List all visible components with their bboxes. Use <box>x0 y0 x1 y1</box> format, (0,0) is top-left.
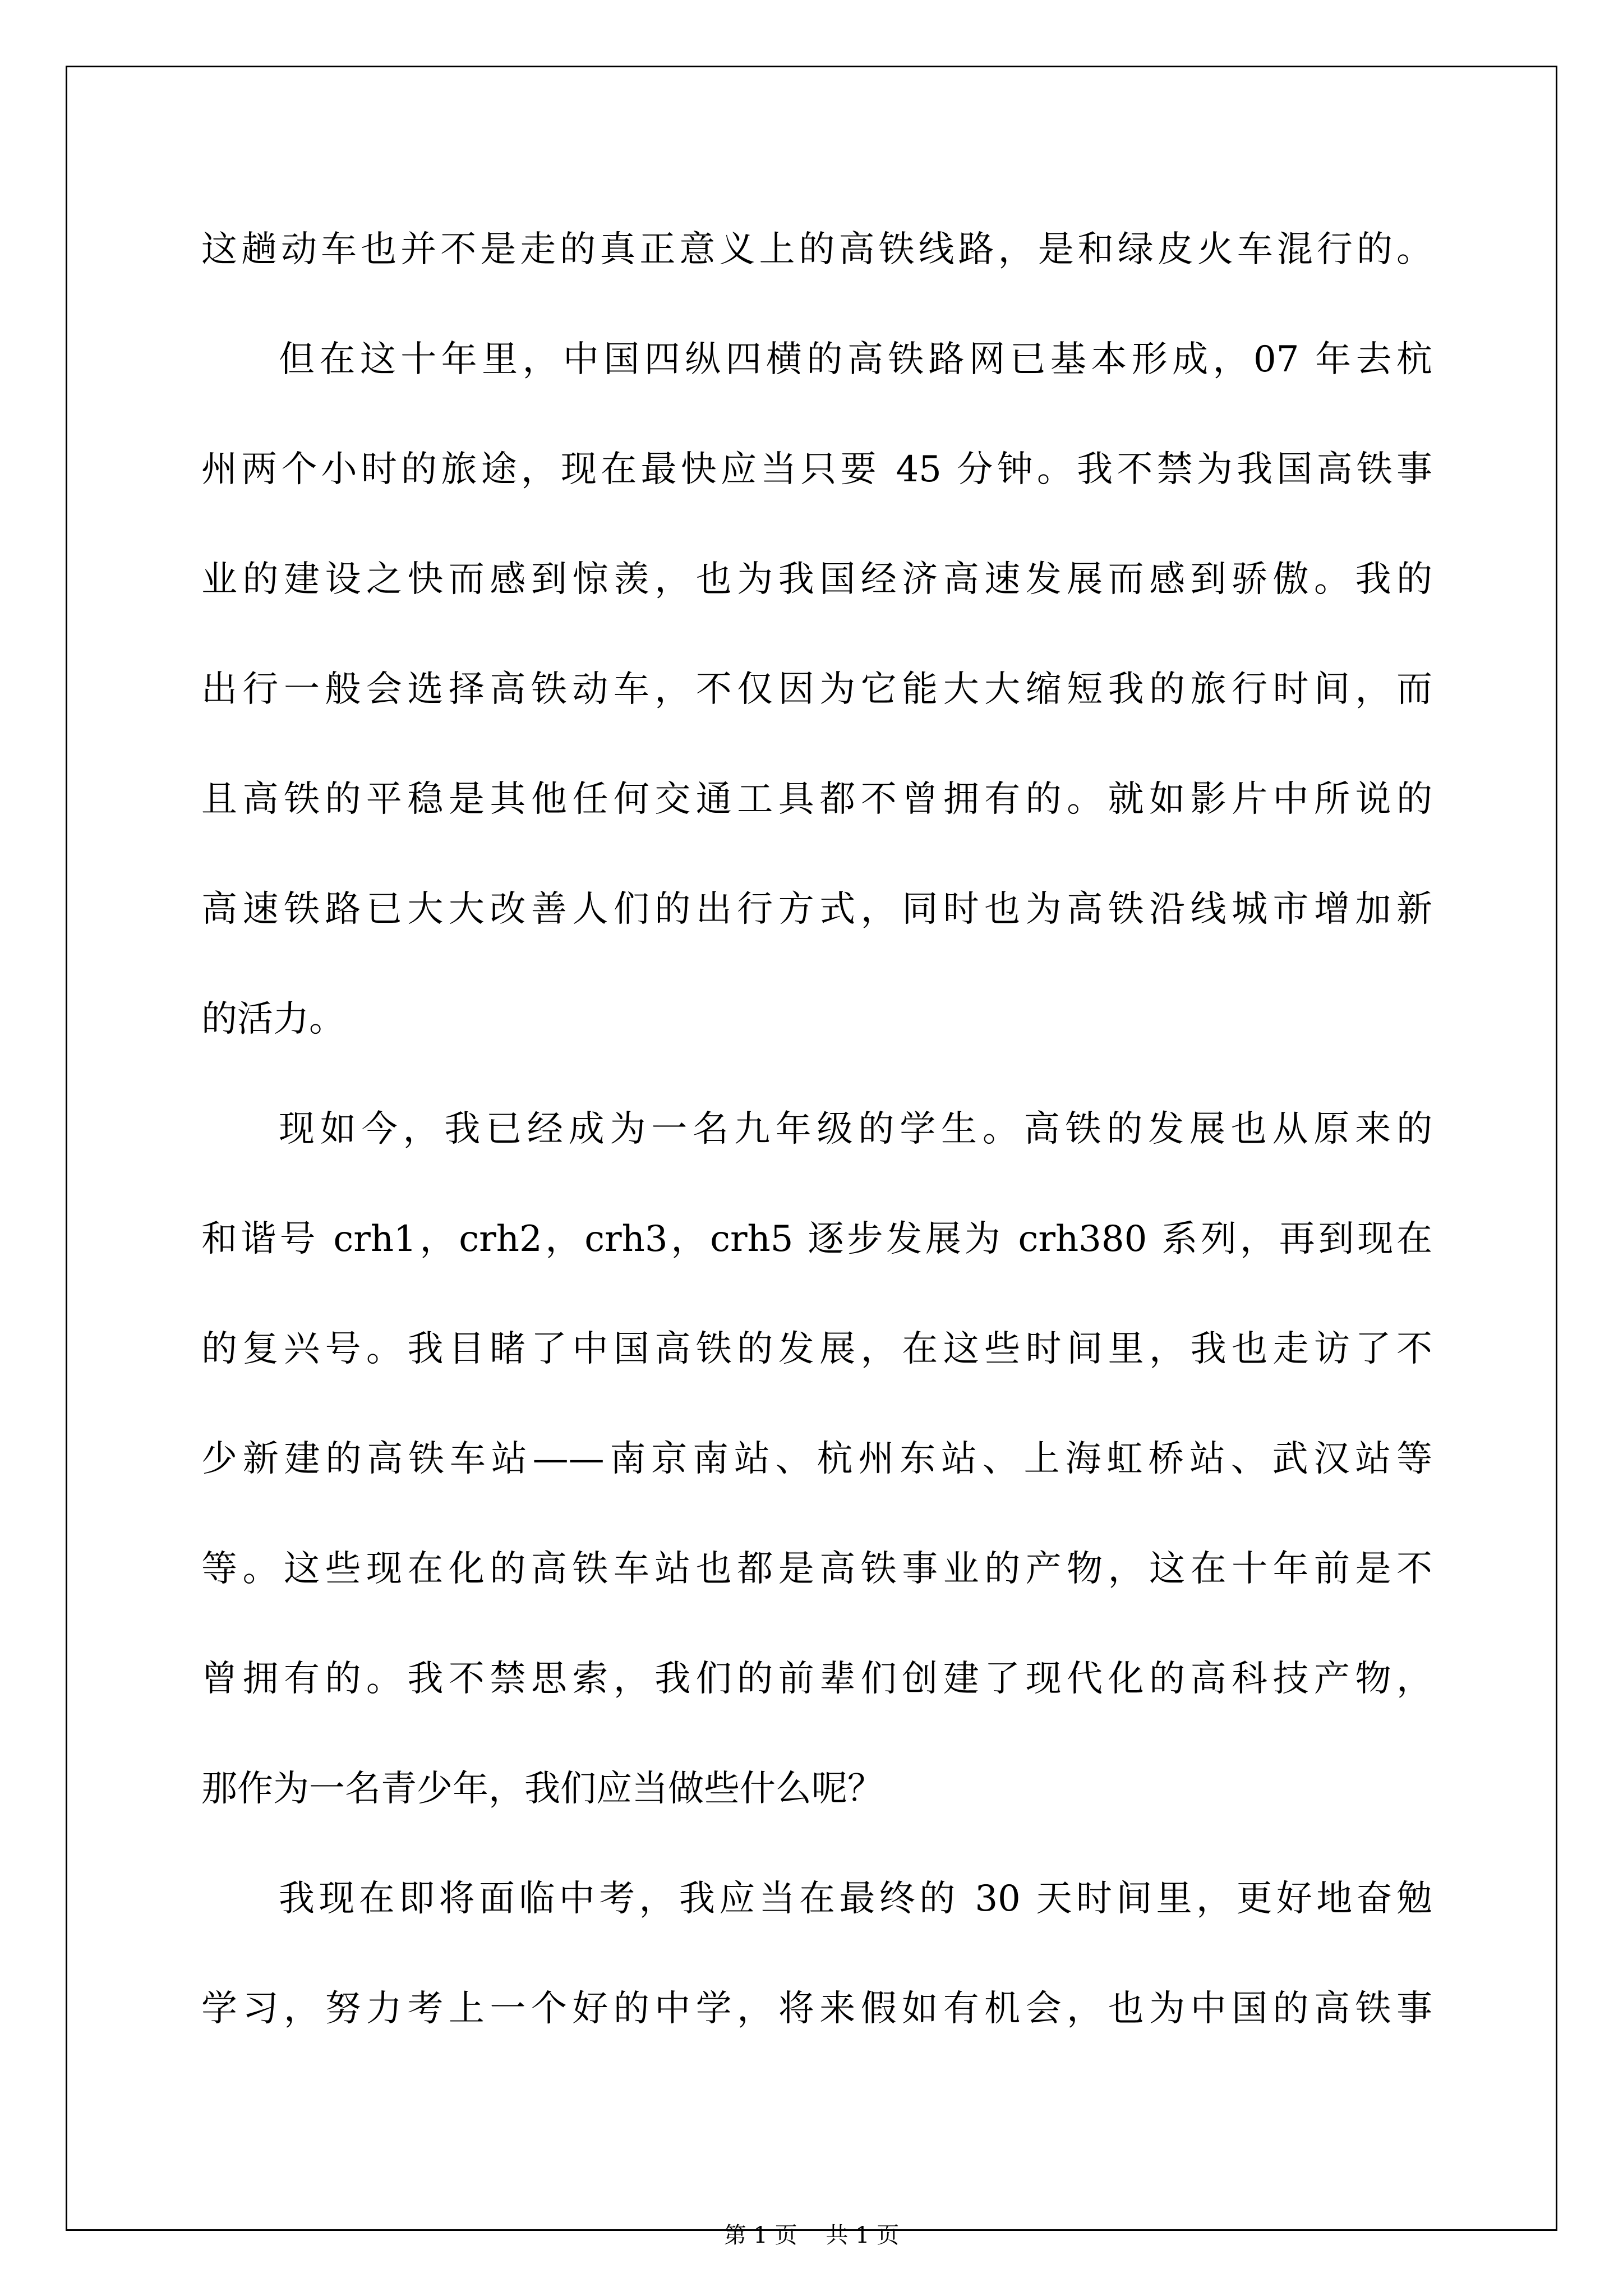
text-line: 学习，努力考上一个好的中学，将来假如有机会，也为中国的高铁事 <box>201 1988 1432 2030</box>
text-line: 等。这些现在化的高铁车站也都是高铁事业的产物，这在十年前是不 <box>201 1548 1432 1590</box>
text-line: 曾拥有的。我不禁思索，我们的前辈们创建了现代化的高科技产物， <box>201 1658 1432 1700</box>
text-line: 和谐号 crh1，crh2，crh3，crh5 逐步发展为 crh380 系列，再到现在 <box>201 1218 1432 1260</box>
text-line: 但在这十年里，中国四纵四横的高铁路网已基本形成，07 年去杭 <box>279 339 1432 380</box>
text-line: 我现在即将面临中考，我应当在最终的 30 天时间里，更好地奋勉 <box>279 1878 1432 1920</box>
text-line: 的活力。 <box>201 999 345 1040</box>
text-line: 州两个小时的旅途，现在最快应当只要 45 分钟。我不禁为我国高铁事 <box>201 449 1432 490</box>
text-line: 那作为一名青少年，我们应当做些什么呢？ <box>201 1768 883 1810</box>
text-line: 业的建设之快而感到惊羡，也为我国经济高速发展而感到骄傲。我的 <box>201 559 1432 600</box>
page-footer: 第 1 页 共 1 页 <box>723 2223 900 2248</box>
text-line: 的复兴号。我目睹了中国高铁的发展，在这些时间里，我也走访了不 <box>201 1328 1432 1370</box>
text-line: 出行一般会选择高铁动车，不仅因为它能大大缩短我的旅行时间，而 <box>201 669 1432 710</box>
text-line: 这趟动车也并不是走的真正意义上的高铁线路，是和绿皮火车混行的。 <box>201 229 1432 270</box>
text-line: 现如今，我已经成为一名九年级的学生。高铁的发展也从原来的 <box>279 1108 1432 1150</box>
text-line: 高速铁路已大大改善人们的出行方式，同时也为高铁沿线城市增加新 <box>201 889 1432 930</box>
text-line: 且高铁的平稳是其他任何交通工具都不曾拥有的。就如影片中所说的 <box>201 779 1432 820</box>
text-line: 少新建的高铁车站——南京南站、杭州东站、上海虹桥站、武汉站等 <box>201 1438 1432 1480</box>
